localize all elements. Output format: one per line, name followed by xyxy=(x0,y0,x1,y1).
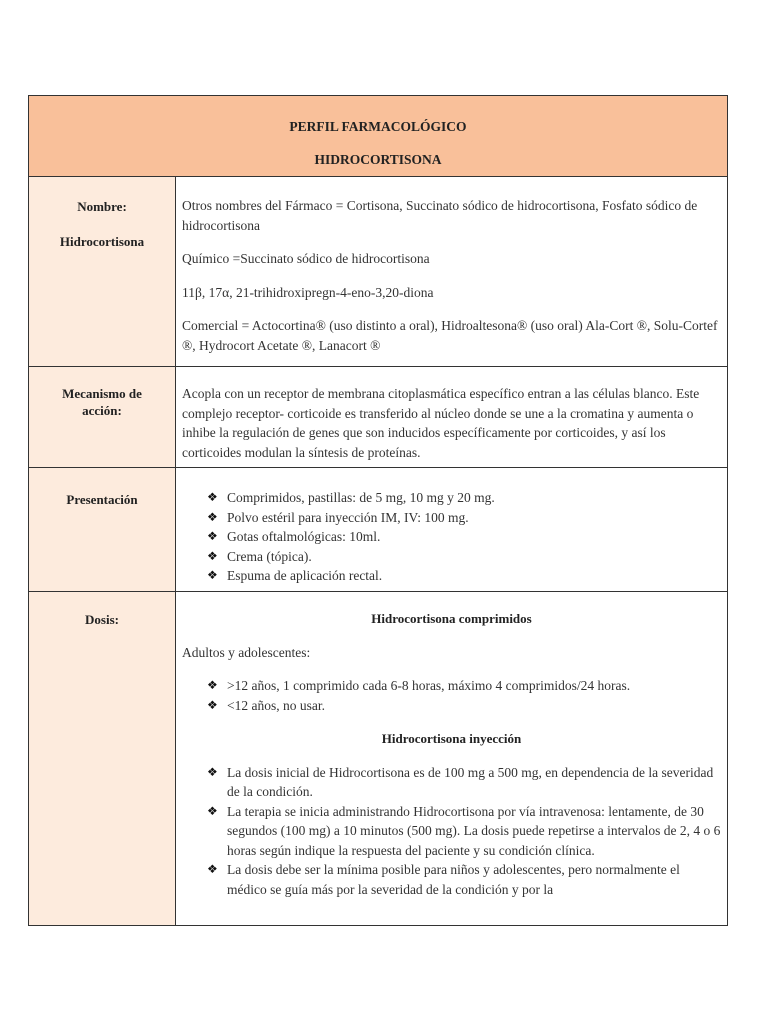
list-item: ❖ <12 años, no usar. xyxy=(207,696,721,716)
bullet-icon: ❖ xyxy=(207,490,218,504)
nombres-comerciales: Comercial = Actocortina® (uso distinto a oral), Hidroaltesona® (uso oral) Ala-Cort ®, Solu-Cortef ®, Hydrocort Acetate ®, Lanacort ® xyxy=(182,318,718,353)
drug-profile-table xyxy=(28,95,728,926)
list-item: ❖ Espuma de aplicación rectal. xyxy=(207,566,721,586)
nombre-quimico: Químico =Succinato sódico de hidrocortisona xyxy=(182,251,430,266)
bullet-icon: ❖ xyxy=(207,764,218,779)
content-nombre xyxy=(182,196,721,355)
list-item: ❖ Crema (tópica). xyxy=(207,547,721,567)
label-presentacion: Presentación xyxy=(66,492,138,507)
bullet-icon: ❖ xyxy=(207,509,218,524)
otros-nombres: Otros nombres del Fármaco = Cortisona, Succinato sódico de hidrocortisona, Fosfato sódico de hidrocortisona xyxy=(182,198,698,233)
label-cell-dosis xyxy=(29,592,176,926)
drug-title: HIDROCORTISONA xyxy=(314,152,442,167)
bullet-icon: ❖ xyxy=(207,862,218,876)
bullet-icon: ❖ xyxy=(207,697,218,712)
content-mecanismo xyxy=(182,384,721,462)
page-title: PERFIL FARMACOLÓGICO xyxy=(289,119,467,134)
label-dosis: Dosis: xyxy=(85,612,119,627)
presentacion-list xyxy=(182,488,721,586)
list-item: ❖ Comprimidos, pastillas: de 5 mg, 10 mg y 20 mg. xyxy=(207,488,721,508)
list-item: ❖ Gotas oftalmológicas: 10ml. xyxy=(207,527,721,547)
bullet-icon: ❖ xyxy=(207,678,218,692)
list-item: ❖ >12 años, 1 comprimido cada 6-8 horas, máximo 4 comprimidos/24 horas. xyxy=(207,676,721,696)
label-cell-nombre xyxy=(29,177,176,366)
bullet-icon: ❖ xyxy=(207,529,218,543)
dosis-inyeccion-list xyxy=(182,763,721,900)
subtitle-inyeccion: Hidrocortisona inyección xyxy=(381,731,522,746)
row-presentacion xyxy=(29,468,727,592)
table-header xyxy=(29,96,727,177)
list-item: ❖ La dosis debe ser la mínima posible para niños y adolescentes, pero normalmente el médico se guía más por la severidad de la condición y por la xyxy=(207,862,680,897)
mecanismo-text: Acopla con un receptor de membrana citoplasmática específico entran a las células blanco. Este complejo receptor- corticoide es transferido al núcleo donde se une a la cromatina y aumenta o inhibe la regulación de genes que son inducidos específicamente por corticoides, y así los corticoides modulan la síntesis de proteínas. xyxy=(182,386,700,460)
dosis-comprimidos-list xyxy=(182,676,721,715)
bullet-icon: ❖ xyxy=(207,548,218,563)
subtitle-comprimidos: Hidrocortisona comprimidos xyxy=(371,611,532,626)
bullet-icon: ❖ xyxy=(207,803,218,818)
content-presentacion xyxy=(182,488,721,586)
list-item: ❖ La terapia se inicia administrando Hidrocortisona por vía intravenosa: lentamente, de 30 segundos (100 mg) a 10 minutos (500 mg). La dosis puede repetirse a intervalos de 2, 4 o 6 horas según indique la respuesta del paciente y su condición clínica. xyxy=(207,803,721,858)
content-dosis xyxy=(182,609,721,899)
label-cell-presentacion xyxy=(29,468,176,591)
label-mecanismo: Mecanismo de acción: xyxy=(62,386,142,418)
row-mecanismo xyxy=(29,367,727,468)
bullet-icon: ❖ xyxy=(207,568,218,582)
list-item: ❖ Polvo estéril para inyección IM, IV: 100 mg. xyxy=(207,508,721,528)
row-dosis xyxy=(29,592,727,926)
formula-quimica: 11β, 17α, 21-trihidroxipregn-4-eno-3,20-diona xyxy=(182,284,434,300)
label-nombre: Nombre: xyxy=(77,199,127,214)
list-item: ❖ La dosis inicial de Hidrocortisona es de 100 mg a 500 mg, en dependencia de la severidad de la condición. xyxy=(207,764,714,799)
label-cell-mecanismo xyxy=(29,367,176,467)
label-hidrocortisona: Hidrocortisona xyxy=(59,234,145,249)
adultos-label: Adultos y adolescentes: xyxy=(182,644,311,660)
row-nombre xyxy=(29,177,727,367)
